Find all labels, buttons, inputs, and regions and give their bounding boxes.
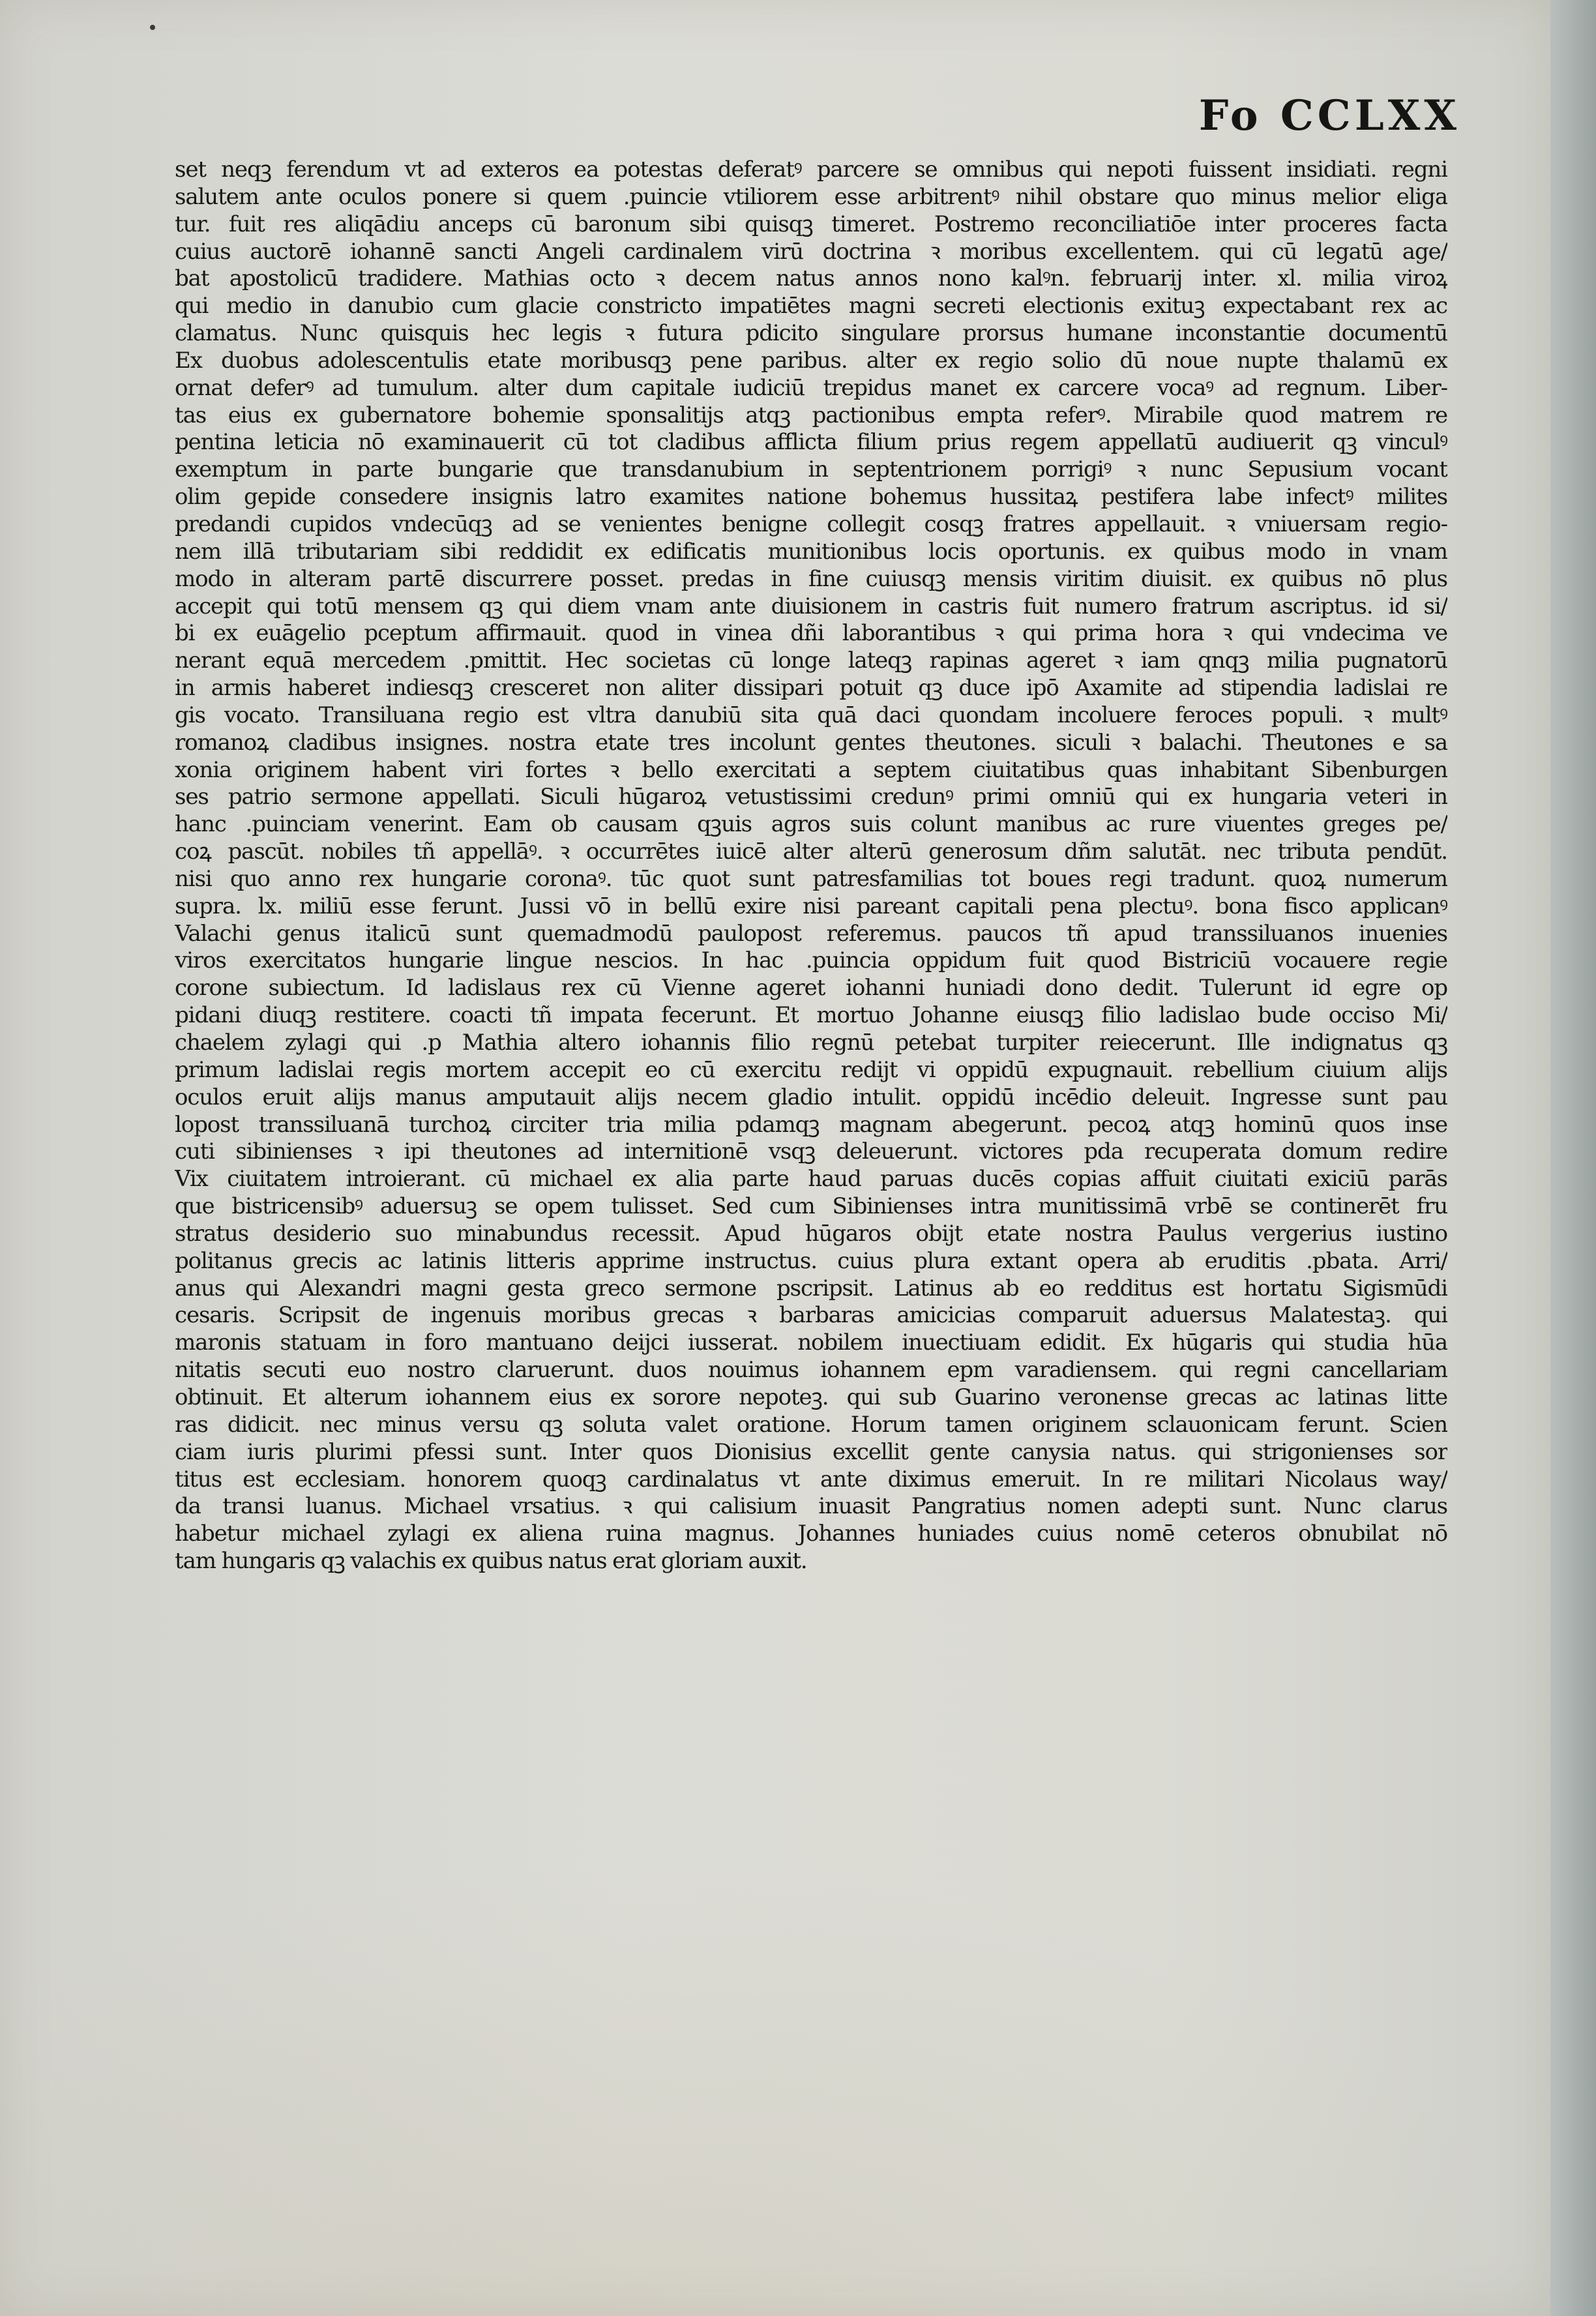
text-line: Valachi genus italicū sunt quemadmodū paulopost referemus. paucos tñ apud transsiluanos inuenies — [175, 920, 1447, 947]
text-line: xonia originem habent viri fortes ꝛ bello exercitati a septem ciuitatibus quas inhabitant Sibenburgen — [175, 756, 1447, 783]
text-line: oculos eruit alijs manus amputauit alijs necem gladio intulit. oppidū incēdio deleuit. Ingresse sunt pau — [175, 1084, 1447, 1110]
text-line: nerant equā mercedem .pmittit. Hec societas cū longe lateqꝫ rapinas ageret ꝛ iam qnqꝫ milia pugnatorū — [175, 647, 1447, 674]
text-line: ras didicit. nec minus versu qꝫ soluta valet oratione. Horum tamen originem sclauonicam ferunt. Scien — [175, 1411, 1447, 1438]
text-line: clamatus. Nunc quisquis hec legis ꝛ futura pdicito singulare prorsus humane inconstantie documentū — [175, 320, 1447, 347]
text-line: stratus desiderio suo minabundus recessit. Apud hūgaros obijt etate nostra Paulus vergerius iustino — [175, 1220, 1447, 1247]
text-line: predandi cupidos vndecūqꝫ ad se venientes benigne collegit cosqꝫ fratres appellauit. ꝛ vniuersam regio- — [175, 511, 1447, 537]
text-line: primum ladislai regis mortem accepit eo cū exercitu redijt vi oppidū expugnauit. rebellium ciuium alijs — [175, 1056, 1447, 1083]
text-line: da transi luanus. Michael vrsatius. ꝛ qui calisium inuasit Pangratius nomen adepti sunt. Nunc clarus — [175, 1493, 1447, 1520]
text-line: cesaris. Scripsit de ingenuis moribus grecas ꝛ barbaras amicicias comparuit aduersus Malatestaꝫ. qui — [175, 1302, 1447, 1329]
folio-number: Fo CCLXX — [1198, 91, 1460, 140]
text-line: pidani diuqꝫ restitere. coacti tñ impata fecerunt. Et mortuo Johanne eiusqꝫ filio ladislao bude occiso Mi/ — [175, 1002, 1447, 1029]
text-line: viros exercitatos hungarie lingue nescios. In hac .puincia oppidum fuit quod Bistriciū vocauere regie — [175, 947, 1447, 974]
text-line: set neqꝫ ferendum vt ad exteros ea potestas deferatꝰ parcere se omnibus qui nepoti fuissent insidiati. regni — [175, 156, 1447, 183]
text-line: coꝝ pascūt. nobiles tñ appellāꝰ. ꝛ occurrētes iuicē alter alterū generosum dñm salutāt. nec tributa pendūt. — [175, 839, 1447, 865]
text-line: bat apostolicū tradidere. Mathias octo ꝛ decem natus annos nono kalꝰn. februarij inter. xl. milia viroꝝ — [175, 265, 1447, 292]
text-line: romanoꝝ cladibus insignes. nostra etate tres incolunt gentes theutones. siculi ꝛ balachi. Theutones e sa — [175, 729, 1447, 756]
text-line: que bistricensibꝰ aduersuꝫ se opem tulisset. Sed cum Sibinienses intra munitissimā vrbē se continerēt fru — [175, 1193, 1447, 1220]
text-line: nitatis secuti euo nostro claruerunt. duos nouimus iohannem epm varadiensem. qui regni cancellariam — [175, 1357, 1447, 1384]
text-line: nisi quo anno rex hungarie coronaꝰ. tūc quot sunt patresfamilias tot boues regi tradunt. quoꝝ numerum — [175, 865, 1447, 892]
text-line: modo in alteram partē discurrere posset. predas in fine cuiusqꝫ mensis viritim diuisit. ex quibus nō plus — [175, 565, 1447, 592]
text-line: Ex duobus adolescentulis etate moribusqꝫ pene paribus. alter ex regio solio dū noue nupte thalamū ex — [175, 347, 1447, 374]
text-line: maronis statuam in foro mantuano deijci iusserat. nobilem inuectiuam edidit. Ex hūgaris qui studia hūa — [175, 1329, 1447, 1356]
text-line: ornat deferꝰ ad tumulum. alter dum capitale iudiciū trepidus manet ex carcere vocaꝰ ad regnum. Liber- — [175, 374, 1447, 401]
text-line: politanus grecis ac latinis litteris apprime instructus. cuius plura extant opera ab eruditis .pbata. Arri/ — [175, 1247, 1447, 1274]
text-line: qui medio in danubio cum glacie constricto impatiētes magni secreti electionis exituꝫ expectabant rex ac — [175, 293, 1447, 319]
text-line: olim gepide consedere insignis latro examites natione bohemus hussitaꝝ pestifera labe infectꝰ milites — [175, 484, 1447, 511]
text-line: habetur michael zylagi ex aliena ruina magnus. Johannes huniades cuius nomē ceteros obnubilat nō — [175, 1521, 1447, 1547]
text-line: lopost transsiluanā turchoꝝ circiter tria milia pdamqꝫ magnam abegerunt. pecoꝝ atqꝫ hominū quos inse — [175, 1111, 1447, 1138]
text-line: supra. lx. miliū esse ferunt. Jussi vō in bellū exire nisi pareant capitali pena plectuꝰ. bona fisco applicanꝰ — [175, 893, 1447, 919]
text-line: tam hungaris qꝫ valachis ex quibus natus erat gloriam auxit. — [175, 1548, 807, 1575]
text-line: nem illā tributariam sibi reddidit ex edificatis munitionibus locis oportunis. ex quibus modo in vnam — [175, 538, 1447, 565]
ink-dot — [150, 25, 155, 30]
text-line: gis vocato. Transiluana regio est vltra danubiū sita quā daci quondam incoluere feroces populi. ꝛ multꝰ — [175, 702, 1447, 728]
body-text-block — [175, 156, 1447, 1575]
text-line: titus est ecclesiam. honorem quoqꝫ cardinalatus vt ante diximus emeruit. In re militari Nicolaus way/ — [175, 1466, 1447, 1492]
text-line: ciam iuris plurimi pfessi sunt. Inter quos Dionisius excellit gente canysia natus. qui strigonienses sor — [175, 1438, 1447, 1465]
text-line: corone subiectum. Id ladislaus rex cū Vienne ageret iohanni huniadi dono dedit. Tulerunt id egre op — [175, 975, 1447, 1002]
text-line: tur. fuit res aliqādiu anceps cū baronum sibi quisqꝫ timeret. Postremo reconciliatiōe inter proceres facta — [175, 211, 1447, 237]
text-line: ses patrio sermone appellati. Siculi hūgaroꝝ vetustissimi credunꝰ primi omniū qui ex hungaria veteri in — [175, 784, 1447, 810]
text-line: anus qui Alexandri magni gesta greco sermone pscripsit. Latinus ab eo redditus est hortatu Sigismūdi — [175, 1275, 1447, 1301]
text-line: pentina leticia nō examinauerit cū tot cladibus afflicta filium prius regem appellatū audiuerit qꝫ vinculꝰ — [175, 429, 1447, 456]
text-line: salutem ante oculos ponere si quem .puincie vtiliorem esse arbitrentꝰ nihil obstare quo minus melior eliga — [175, 183, 1447, 210]
text-line: cuius auctorē iohannē sancti Angeli cardinalem virū doctrina ꝛ moribus excellentem. qui cū legatū age/ — [175, 238, 1447, 265]
text-line: cuti sibinienses ꝛ ipi theutones ad internitionē vsqꝫ deleuerunt. victores pda recuperata domum redire — [175, 1138, 1447, 1165]
text-line: exemptum in parte bungarie que transdanubium in septentrionem porrigiꝰ ꝛ nunc Sepusium vocant — [175, 456, 1447, 483]
text-line: accepit qui totū mensem qꝫ qui diem vnam ante diuisionem in castris fuit numero fratrum ascriptus. id si/ — [175, 593, 1447, 619]
text-line: in armis haberet indiesqꝫ cresceret non aliter dissipari potuit qꝫ duce ipō Axamite ad stipendia ladislai re — [175, 675, 1447, 702]
text-line: obtinuit. Et alterum iohannem eius ex sorore nepoteꝫ. qui sub Guarino veronense grecas ac latinas litte — [175, 1384, 1447, 1410]
text-line: chaelem zylagi qui .p Mathia altero iohannis filio regnū petebat turpiter reiecerunt. Ille indignatus qꝫ — [175, 1030, 1447, 1056]
text-line: bi ex euāgelio pceptum affirmauit. quod in vinea dñi laborantibus ꝛ qui prima hora ꝛ qui vndecima ve — [175, 620, 1447, 647]
background-edge — [1550, 0, 1596, 2316]
text-line: hanc .puinciam venerint. Eam ob causam qꝫuis agros suis colunt manibus ac rure viuentes greges pe/ — [175, 811, 1447, 838]
text-line: tas eius ex gubernatore bohemie sponsalitijs atqꝫ pactionibus empta referꝰ. Mirabile quod matrem re — [175, 402, 1447, 428]
text-line: Vix ciuitatem introierant. cū michael ex alia parte haud paruas ducēs copias affuit ciuitati exiciū parās — [175, 1166, 1447, 1193]
